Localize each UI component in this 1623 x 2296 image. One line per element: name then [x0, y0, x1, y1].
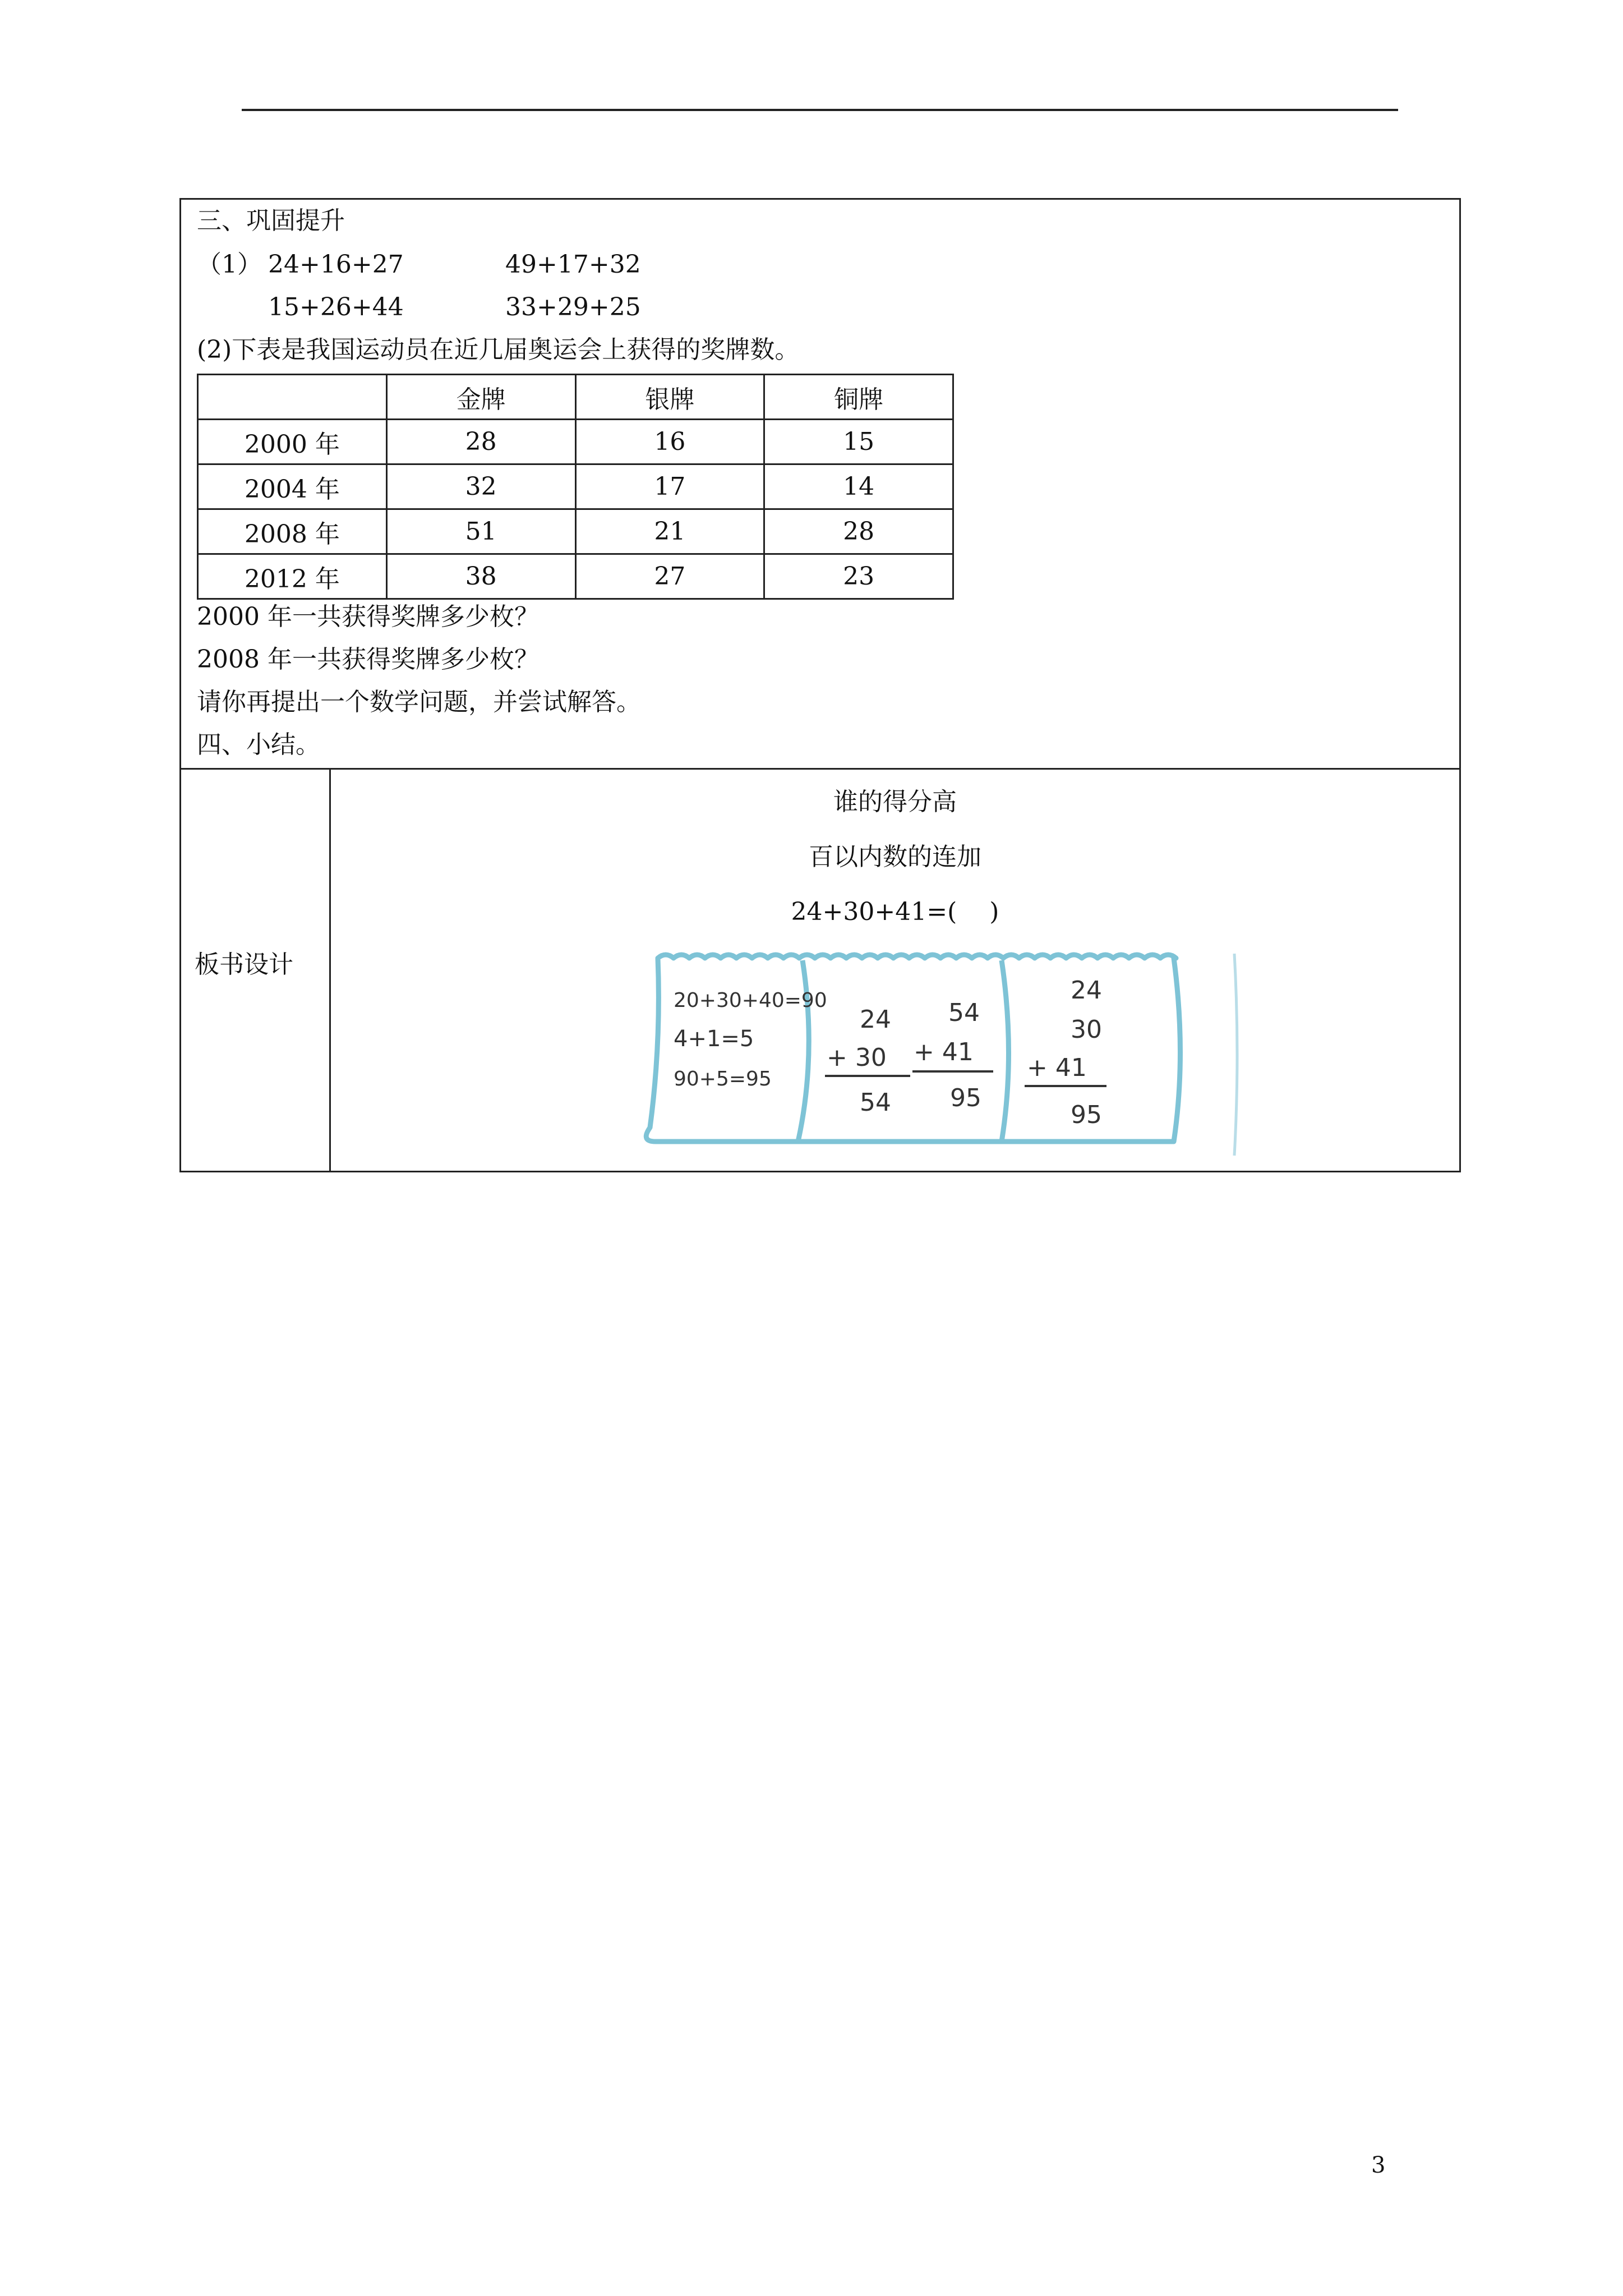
panel2-top-2: 54	[948, 999, 980, 1027]
header-cell-silver: 银牌	[575, 375, 764, 420]
row-bronze: 14	[764, 464, 953, 509]
q1-expr-1: 24+16+27	[268, 250, 404, 279]
header-cell-bronze: 铜牌	[764, 375, 953, 420]
header-rule	[242, 109, 1398, 111]
row-bronze: 15	[764, 420, 953, 464]
board-label: 板书设计	[195, 950, 293, 979]
row-gold: 51	[386, 509, 575, 554]
row-bronze: 28	[764, 509, 953, 554]
board-title: 谁的得分高	[833, 788, 957, 816]
q1-label: （1）	[197, 250, 262, 279]
table-row	[198, 464, 953, 509]
section4-heading: 四、小结。	[197, 730, 320, 759]
board-label-cell	[181, 770, 331, 1171]
row-silver: 17	[575, 464, 764, 509]
section-consolidation	[181, 200, 1459, 770]
panel3-num-1: 24	[1071, 976, 1102, 1005]
table-row	[198, 554, 953, 599]
question-own: 请你再提出一个数学问题，并尝试解答。	[197, 688, 641, 716]
row-year: 2012 年	[198, 554, 387, 599]
table-header-row	[198, 375, 953, 420]
board-expression: 24+30+41=( )	[791, 898, 999, 926]
q1-expr-4: 33+29+25	[505, 293, 641, 321]
question-2008: 2008 年一共获得奖牌多少枚？	[197, 645, 539, 674]
medal-table	[197, 374, 954, 600]
header-cell-gold: 金牌	[386, 375, 575, 420]
panel1-line-1: 20+30+40=90	[674, 989, 827, 1012]
panel1-line-2: 4+1=5	[674, 1026, 754, 1052]
board-panel-right-edge	[1234, 954, 1237, 1156]
panel3-addend: + 41	[1027, 1053, 1087, 1082]
row-silver: 21	[575, 509, 764, 554]
panel3-num-2: 30	[1071, 1015, 1102, 1044]
page-number: 3	[1371, 2152, 1386, 2178]
table-row	[198, 420, 953, 464]
panel2-addend-2: + 41	[914, 1038, 974, 1066]
board-subtitle: 百以内数的连加	[809, 843, 981, 871]
board-illustration	[634, 948, 1268, 1161]
table-row	[198, 509, 953, 554]
row-gold: 38	[386, 554, 575, 599]
panel-divider-2	[1002, 960, 1009, 1142]
panel2-addend-1: + 30	[827, 1043, 887, 1072]
lesson-table	[179, 198, 1461, 1172]
panel2-sum-1: 54	[860, 1088, 891, 1117]
row-year: 2008 年	[198, 509, 387, 554]
panel1-line-3: 90+5=95	[674, 1068, 772, 1091]
panel-divider-1	[798, 960, 809, 1142]
row-year: 2000 年	[198, 420, 387, 464]
row-silver: 27	[575, 554, 764, 599]
row-gold: 32	[386, 464, 575, 509]
question-2000: 2000 年一共获得奖牌多少枚？	[197, 602, 539, 631]
row-gold: 28	[386, 420, 575, 464]
header-cell-empty	[198, 375, 387, 420]
row-bronze: 23	[764, 554, 953, 599]
q2-intro: (2)下表是我国运动员在近几届奥运会上获得的奖牌数。	[197, 335, 800, 364]
section3-heading: 三、巩固提升	[197, 206, 345, 235]
row-year: 2004 年	[198, 464, 387, 509]
q1-expr-2: 49+17+32	[505, 250, 641, 279]
q1-expr-3: 15+26+44	[268, 293, 404, 321]
panel2-sum-2: 95	[950, 1084, 981, 1112]
panel2-top-1: 24	[860, 1005, 891, 1034]
panel3-sum: 95	[1071, 1101, 1102, 1129]
row-silver: 16	[575, 420, 764, 464]
section-board-design	[181, 770, 1459, 1171]
